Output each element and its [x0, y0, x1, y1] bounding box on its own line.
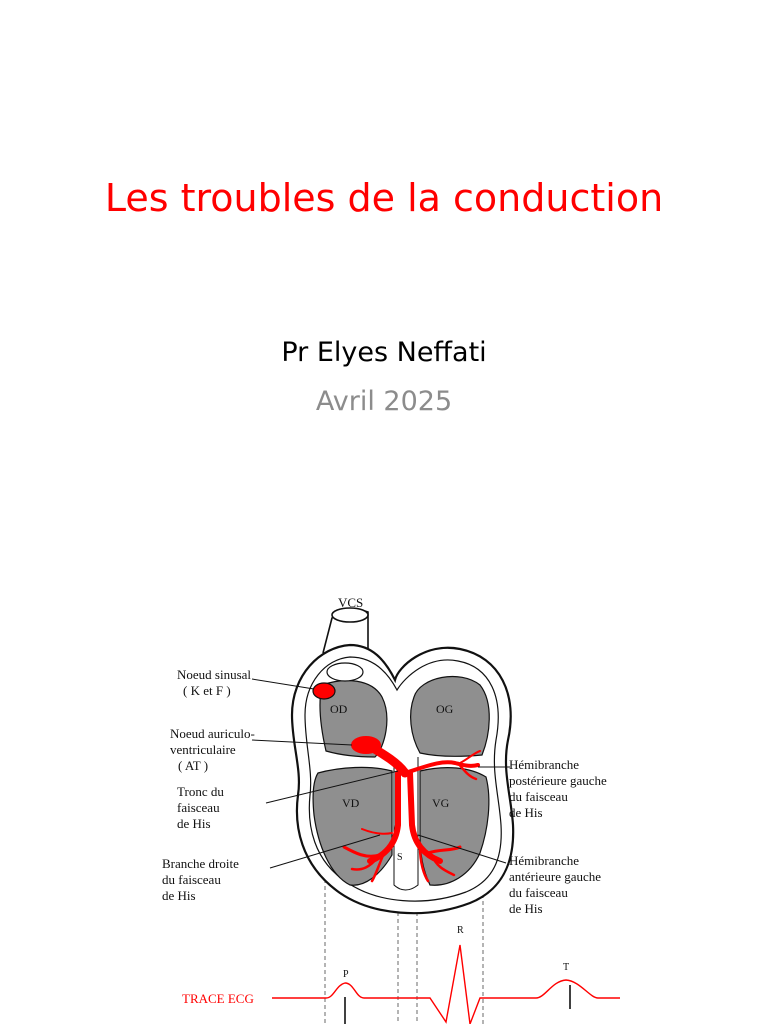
sinus-node: [313, 683, 335, 699]
label-septum: S: [397, 852, 403, 863]
label-branche-droite: Branche droite du faisceau de His: [162, 856, 239, 903]
ecg-t-wave-label: T: [563, 962, 570, 973]
heart-conduction-diagram: [0, 585, 768, 1024]
slide-title: Les troubles de la conduction: [104, 176, 664, 220]
author-name: Pr Elyes Neffati: [281, 337, 487, 368]
label-od: OD: [330, 702, 348, 716]
label-og: OG: [436, 702, 454, 716]
av-node: [351, 736, 381, 754]
ecg-r-wave-label: R: [457, 925, 464, 936]
chamber-og: [411, 676, 490, 756]
ecg-trace-label: TRACE ECG: [182, 991, 254, 1006]
sinus-node-hole: [327, 663, 363, 681]
ecg-trace-line: [272, 945, 620, 1024]
label-noeud-sinusal: Noeud sinusal ( K et F ): [177, 667, 252, 698]
label-hemibranche-anterieure: Hémibranche antérieure gauche du faisceau de His: [509, 853, 602, 916]
label-noeud-av: Noeud auriculo- ventriculaire ( AT ): [170, 726, 255, 773]
label-vd: VD: [342, 796, 360, 810]
presentation-date: Avril 2025: [315, 386, 453, 417]
label-vg: VG: [432, 796, 450, 810]
ecg-p-wave-label: P: [343, 969, 349, 980]
label-hemibranche-posterieure: Hémibranche postérieure gauche du faisceau de His: [509, 757, 607, 820]
label-vcs: VCS: [338, 595, 364, 610]
label-tronc: Tronc du faisceau de His: [177, 784, 224, 831]
heart-diagram-svg: [0, 585, 768, 1024]
ecg-markers: [345, 985, 570, 1024]
